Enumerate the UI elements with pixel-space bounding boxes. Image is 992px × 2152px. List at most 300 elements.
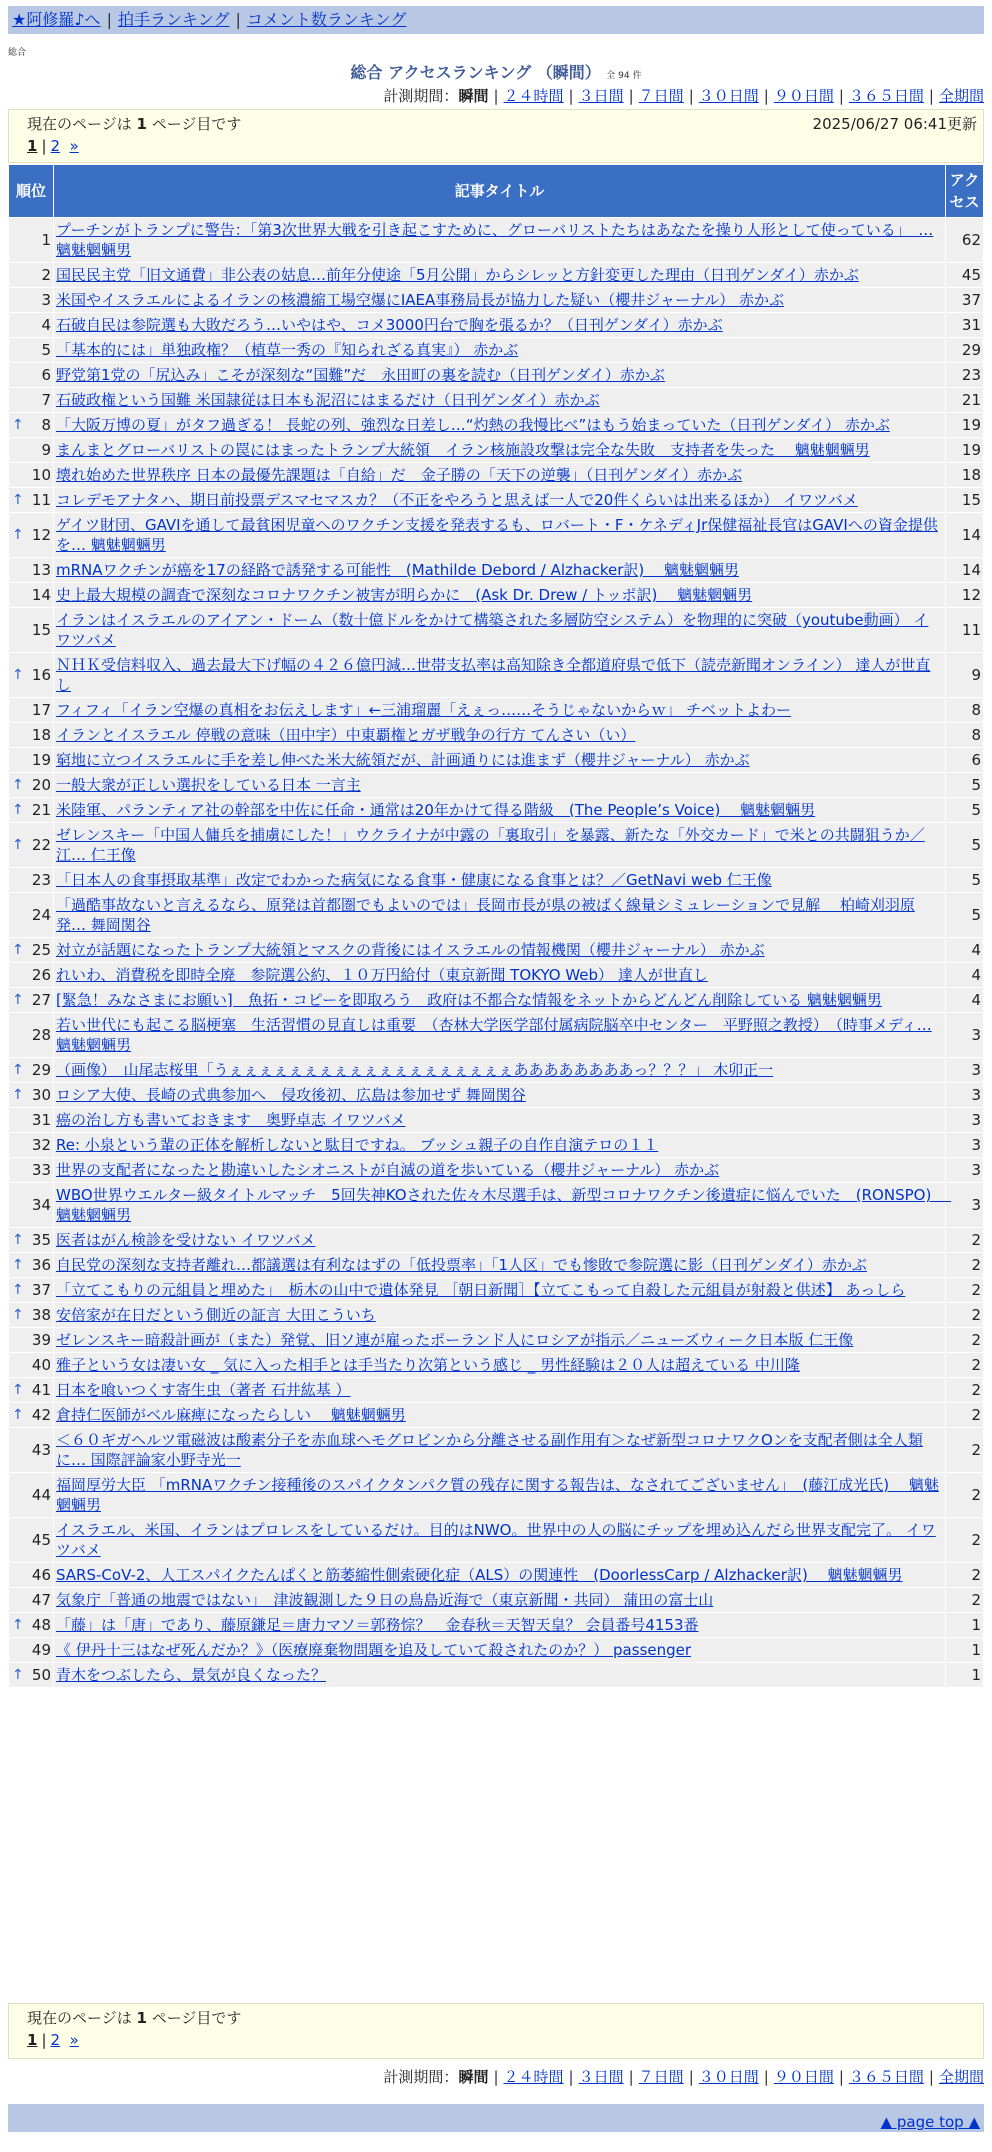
title-cell xyxy=(54,1473,945,1517)
article-link[interactable]: コレデモアナタハ、期日前投票デスマセマスカ？（不正をやろうと思えば一人で20件くらいは出来るほか） イワツバメ xyxy=(56,491,858,509)
period-option[interactable]: ９０日間 xyxy=(773,87,834,105)
table-row xyxy=(9,1328,983,1352)
access-count: 29 xyxy=(946,338,983,362)
article-link[interactable]: 若い世代にも起こる脳梗塞 生活習慣の見直しは重要 （杏林大学医学部付属病院脳卒中センター 平野照之教授） （時事メディ… 魑魅魍魎男 xyxy=(56,1016,932,1054)
table-row xyxy=(9,1183,983,1227)
table-row xyxy=(9,218,983,262)
clap-ranking-link[interactable]: 拍手ランキング xyxy=(117,10,230,29)
title-cell xyxy=(54,868,945,892)
article-link[interactable]: 「立てこもりの元組員と埋めた」 栃木の山中で遺体発見 ［朝日新聞］【立てこもって自殺した元組員が射殺と供述】 あっしら xyxy=(56,1281,906,1299)
rank-number: 48 xyxy=(31,1616,51,1634)
table-row xyxy=(9,363,983,387)
rank-cell xyxy=(9,463,53,487)
pager xyxy=(27,137,79,155)
rank-number: 36 xyxy=(31,1256,51,1274)
title-cell xyxy=(54,1303,945,1327)
table-row xyxy=(9,313,983,337)
rank-cell xyxy=(9,1108,53,1132)
rank-cell xyxy=(9,723,53,747)
nav-separator: | xyxy=(235,10,241,29)
article-link[interactable]: 窮地に立つイスラエルに手を差し伸べた米大統領だが、計画通りには進まず（櫻井ジャーナル） 赤かぶ xyxy=(56,751,750,769)
period-option[interactable]: ９０日間 xyxy=(773,2068,834,2086)
period-label: 計測期間： xyxy=(383,2068,459,2086)
article-link[interactable]: SARS-CoV-2、人工スパイクたんぱくと筋萎縮性側索硬化症（ALS）の関連性 (DoorlessCarp / Alzhacker訳) 魑魅魍魎男 xyxy=(56,1566,903,1584)
rank-cell xyxy=(9,893,53,937)
rank-cell xyxy=(9,798,53,822)
rank-cell xyxy=(9,263,53,287)
rank-cell xyxy=(9,1403,53,1427)
article-link[interactable]: ゼレンスキー暗殺計画が（また）発覚、旧ソ連が雇ったポーランド人にロシアが指示／ニューズウィーク日本版 仁王像 xyxy=(56,1331,854,1349)
rank-number: 24 xyxy=(31,906,51,924)
period-option[interactable]: ３６５日間 xyxy=(848,87,924,105)
page-info-number: 1 xyxy=(136,115,147,133)
access-count: 6 xyxy=(946,748,983,772)
rank-number: 33 xyxy=(31,1161,51,1179)
article-link[interactable]: ゲイツ財団、GAVIを通して最貧困児童へのワクチン支援を発表するも、ロバート・F・ケネディJr保健福祉長官はGAVIへの資金提供を… 魑魅魍魎男 xyxy=(56,516,938,554)
table-row xyxy=(9,1403,983,1427)
rank-number: 10 xyxy=(31,466,51,484)
rank-cell xyxy=(9,1303,53,1327)
article-link[interactable]: 「大阪万博の夏」がタフ過ぎる！ 長蛇の列、強烈な日差し…“灼熱の我慢比べ”はもう始まっていた（日刊ゲンダイ） 赤かぶ xyxy=(56,416,890,434)
access-count: 3 xyxy=(946,1083,983,1107)
rank-number: 45 xyxy=(31,1531,51,1549)
rank-cell xyxy=(9,363,53,387)
access-count: 5 xyxy=(946,798,983,822)
article-link[interactable]: 石破自民は参院選も大敗だろう…いやはや、コメ3000円台で胸を張るか？（日刊ゲンダイ）赤かぶ xyxy=(56,316,723,334)
access-count: 2 xyxy=(946,1473,983,1517)
rank-number: 34 xyxy=(31,1196,51,1214)
rank-number: 44 xyxy=(31,1486,51,1504)
rank-number: 40 xyxy=(31,1356,51,1374)
access-count: 18 xyxy=(946,463,983,487)
table-row xyxy=(9,938,983,962)
rank-number: 9 xyxy=(41,441,51,459)
rank-cell xyxy=(9,1588,53,1612)
table-row xyxy=(9,1638,983,1662)
access-count: 2 xyxy=(946,1253,983,1277)
access-count: 8 xyxy=(946,698,983,722)
article-link[interactable]: （画像） 山尾志桜里「うぇぇぇぇぇぇぇぇぇぇぇぇぇぇぇぇぇぇぇああああああああっ？？？」 木卯正一 xyxy=(56,1061,774,1079)
article-link[interactable]: イランはイスラエルのアイアン・ドーム（数十億ドルをかけて構築された多層防空システム）を物理的に突破（youtube動画） イワツバメ xyxy=(56,611,929,649)
pager-next[interactable]: » xyxy=(69,2031,79,2049)
table-row xyxy=(9,1588,983,1612)
title-cell xyxy=(54,723,945,747)
access-count: 2 xyxy=(946,1518,983,1562)
period-separator: | xyxy=(493,87,499,105)
period-option[interactable]: ７日間 xyxy=(638,87,684,105)
article-link[interactable]: 《 伊丹十三はなぜ死んだか？》（医療廃棄物問題を追及していて殺されたのか？） passenger xyxy=(56,1641,692,1659)
period-separator: | xyxy=(928,87,934,105)
rank-number: 4 xyxy=(41,316,51,334)
table-header-row xyxy=(9,165,983,217)
title-cell xyxy=(54,1518,945,1562)
title-cell xyxy=(54,1638,945,1662)
access-count: 62 xyxy=(946,218,983,262)
table-row xyxy=(9,773,983,797)
rank-number: 5 xyxy=(41,341,51,359)
pager-separator: | xyxy=(41,2031,47,2049)
title-cell xyxy=(54,698,945,722)
up-arrow-icon: ↑ xyxy=(12,802,24,818)
rank-number: 6 xyxy=(41,366,51,384)
article-link[interactable]: ロシア大使、長崎の式典参加へ 侵攻後初、広島は参加せず 舞岡関谷 xyxy=(56,1086,526,1104)
nav-separator: | xyxy=(106,10,112,29)
article-link[interactable]: Re: 小泉という輩の正体を解析しないと駄目ですね。 ブッシュ親子の自作自演テロの１１ xyxy=(56,1136,659,1154)
article-link[interactable]: 雅子という女は凄い女 _ 気に入った相手とは手当たり次第という感じ _ 男性経験は２０人は超えている 中川隆 xyxy=(56,1356,800,1374)
title-cell xyxy=(54,653,945,697)
rank-cell xyxy=(9,1013,53,1057)
access-count: 3 xyxy=(946,1108,983,1132)
access-count: 2 xyxy=(946,1328,983,1352)
table-row xyxy=(9,1613,983,1637)
period-option[interactable]: ２４時間 xyxy=(503,2068,564,2086)
access-count: 2 xyxy=(946,1353,983,1377)
period-separator: | xyxy=(928,2068,934,2086)
article-link[interactable]: プーチンがトランプに警告：「第3次世界大戦を引き起こすために、グローバリストたちはあなたを操り人形として使っている」 … 魑魅魍魎男 xyxy=(56,221,934,259)
title-cell xyxy=(54,263,945,287)
article-link[interactable]: 「過酷事故ないと言えるなら、原発は首都圏でもよいのでは」長岡市長が県の被ばく線量シミュレーションで見解 柏崎刈羽原発… 舞岡関谷 xyxy=(56,896,915,934)
table-row xyxy=(9,413,983,437)
period-separator: | xyxy=(838,87,844,105)
access-count: 4 xyxy=(946,988,983,1012)
article-link[interactable]: イスラエル、米国、イランはプロレスをしているだけ。目的はNWO。世界中の人の脳にチップを埋め込んだら世界支配完了。 イワツバメ xyxy=(56,1521,936,1559)
access-count: 5 xyxy=(946,868,983,892)
period-option[interactable]: ３日間 xyxy=(578,2068,624,2086)
article-link[interactable]: 対立が話題になったトランプ大統領とマスクの背後にはイスラエルの情報機関（櫻井ジャーナル） 赤かぶ xyxy=(56,941,765,959)
title-cell xyxy=(54,1378,945,1402)
table-row xyxy=(9,798,983,822)
ranking-table xyxy=(8,164,984,1688)
rank-number: 47 xyxy=(31,1591,51,1609)
rank-cell xyxy=(9,413,53,437)
table-row xyxy=(9,288,983,312)
article-link[interactable]: 国民民主党「旧文通費」非公表の姑息…前年分使途「5月公開」からシレッと方針変更した理由（日刊ゲンダイ）赤かぶ xyxy=(56,266,859,284)
access-count: 1 xyxy=(946,1663,983,1687)
article-link[interactable]: フィフィ「イラン空爆の真相をお伝えします」←三浦瑠麗「えぇっ……そうじゃないからｗ」 チベットよわー xyxy=(56,701,791,719)
page-info-prefix: 現在のページは xyxy=(27,115,132,133)
article-link[interactable]: 史上最大規模の調査で深刻なコロナワクチン被害が明らかに (Ask Dr. Drew / トッポ訳) 魑魅魍魎男 xyxy=(56,586,753,604)
title-cell xyxy=(54,963,945,987)
rank-cell xyxy=(9,938,53,962)
period-option[interactable]: ３日間 xyxy=(578,87,624,105)
title-cell xyxy=(54,1663,945,1687)
period-current: 瞬間 xyxy=(458,2068,489,2086)
access-count: 19 xyxy=(946,438,983,462)
article-link[interactable]: 癌の治し方も書いておきます 奥野卓志 イワツバメ xyxy=(56,1111,406,1129)
rank-cell xyxy=(9,988,53,1012)
table-row xyxy=(9,1108,983,1132)
rank-number: 17 xyxy=(31,701,51,719)
table-row xyxy=(9,698,983,722)
title-cell xyxy=(54,1083,945,1107)
access-header: アクセス xyxy=(946,165,983,217)
access-count: 45 xyxy=(946,263,983,287)
pager-current: 1 xyxy=(27,137,38,155)
up-arrow-icon: ↑ xyxy=(12,1617,24,1633)
article-link[interactable]: 世界の支配者になったと勘違いしたシオニストが自滅の道を歩いている（櫻井ジャーナル） 赤かぶ xyxy=(56,1161,720,1179)
period-option[interactable]: ３０日間 xyxy=(698,2068,759,2086)
up-arrow-icon: ↑ xyxy=(12,417,24,433)
rank-cell xyxy=(9,1183,53,1227)
rank-number: 32 xyxy=(31,1136,51,1154)
title-cell xyxy=(54,773,945,797)
up-arrow-icon: ↑ xyxy=(12,1407,24,1423)
rank-number: 38 xyxy=(31,1306,51,1324)
page-info-number: 1 xyxy=(136,2009,147,2027)
rank-number: 3 xyxy=(41,291,51,309)
period-selector-bottom xyxy=(383,2066,984,2087)
rank-cell xyxy=(9,313,53,337)
title-cell xyxy=(54,1133,945,1157)
article-link[interactable]: [緊急！みなさまにお願い] 魚拓・コピーを即取ろう 政府は不都合な情報をネットからどんどん削除している 魑魅魍魎男 xyxy=(56,991,882,1009)
rank-number: 31 xyxy=(31,1111,51,1129)
access-count: 4 xyxy=(946,963,983,987)
rank-number: 35 xyxy=(31,1231,51,1249)
rank-number: 12 xyxy=(31,526,51,544)
access-count: 21 xyxy=(946,388,983,412)
article-link[interactable]: 自民党の深刻な支持者離れ…都議選は有利なはずの「低投票率」「1人区」でも惨敗で参院選に影（日刊ゲンダイ）赤かぶ xyxy=(56,1256,867,1274)
rank-cell xyxy=(9,338,53,362)
access-count: 2 xyxy=(946,1588,983,1612)
title-cell xyxy=(54,1158,945,1182)
up-arrow-icon: ↑ xyxy=(12,1062,24,1078)
rank-number: 43 xyxy=(31,1441,51,1459)
rank-cell xyxy=(9,388,53,412)
rank-cell xyxy=(9,583,53,607)
rank-cell xyxy=(9,288,53,312)
article-link[interactable]: 米陸軍、パランティア社の幹部を中佐に任命・通常は20年かけて得る階級 (The People’s Voice) 魑魅魍魎男 xyxy=(56,801,816,819)
article-link[interactable]: 倉持仁医師がベル麻痺になったらしい 魑魅魍魎男 xyxy=(56,1406,406,1424)
table-row xyxy=(9,988,983,1012)
pager-next[interactable]: » xyxy=(69,137,79,155)
rank-cell xyxy=(9,773,53,797)
rank-cell xyxy=(9,608,53,652)
rank-number: 19 xyxy=(31,751,51,769)
title-cell xyxy=(54,1563,945,1587)
title-cell xyxy=(54,798,945,822)
pager-separator: | xyxy=(41,137,47,155)
title-cell xyxy=(54,1328,945,1352)
rank-cell xyxy=(9,868,53,892)
period-separator: | xyxy=(688,2068,694,2086)
up-arrow-icon: ↑ xyxy=(12,1382,24,1398)
bottom-bar xyxy=(8,2104,984,2132)
table-row xyxy=(9,723,983,747)
rank-cell xyxy=(9,1663,53,1687)
top-nav-bar xyxy=(8,6,984,34)
table-row xyxy=(9,463,983,487)
pager-page-2[interactable]: 2 xyxy=(50,137,61,155)
period-separator: | xyxy=(838,2068,844,2086)
title-cell xyxy=(54,313,945,337)
up-arrow-icon: ↑ xyxy=(12,1282,24,1298)
article-link[interactable]: まんまとグローバリストの罠にはまったトランプ大統領 イラン核施設攻撃は完全な失敗 支持者を失った 魑魅魍魎男 xyxy=(56,441,870,459)
title-cell xyxy=(54,1428,945,1472)
rank-cell xyxy=(9,1638,53,1662)
table-row xyxy=(9,1353,983,1377)
rank-cell xyxy=(9,1353,53,1377)
up-arrow-icon: ↑ xyxy=(12,1667,24,1683)
article-link[interactable]: 壊れ始めた世界秩序 日本の最優先課題は「自給」だ 金子勝の「天下の逆襲」（日刊ゲンダイ）赤かぶ xyxy=(56,466,743,484)
article-link[interactable]: 日本を喰いつくす寄生虫（著者 石井紘基 ） xyxy=(56,1381,351,1399)
article-link[interactable]: 医者はがん検診を受けない イワツバメ xyxy=(56,1231,316,1249)
article-link[interactable]: 石破政権という国難 米国隷従は日本も泥沼にはまるだけ（日刊ゲンダイ）赤かぶ xyxy=(56,391,600,409)
table-row xyxy=(9,868,983,892)
article-link[interactable]: 福岡厚労大臣 「mRNAワクチン接種後のスパイクタンパク質の残存に関する報告は、なされてございません」 (藤江成光氏) 魑魅魍魎男 xyxy=(56,1476,939,1514)
rank-number: 15 xyxy=(31,621,51,639)
table-row xyxy=(9,558,983,582)
article-link[interactable]: 野党第1党の「尻込み」こそが深刻な“国難”だ 永田町の裏を読む（日刊ゲンダイ）赤かぶ xyxy=(56,366,665,384)
period-current: 瞬間 xyxy=(458,87,489,105)
title-cell xyxy=(54,388,945,412)
access-count: 2 xyxy=(946,1563,983,1587)
access-count: 12 xyxy=(946,583,983,607)
title-cell xyxy=(54,558,945,582)
period-option[interactable]: ３０日間 xyxy=(698,87,759,105)
period-separator: | xyxy=(568,87,574,105)
rank-cell xyxy=(9,748,53,772)
article-link[interactable]: ＮＨＫ受信料収入、過去最大下げ幅の４２６億円減…世帯支払率は高知除き全都道府県で低下（読売新聞オンライン） 達人が世直し xyxy=(56,656,931,694)
article-link[interactable]: れいわ、消費税を即時全廃 参院選公約、１０万円給付（東京新聞 TOKYO Web） 達人が世直し xyxy=(56,966,708,984)
period-option[interactable]: ７日間 xyxy=(638,2068,684,2086)
title-cell xyxy=(54,1108,945,1132)
up-arrow-icon: ↑ xyxy=(12,777,24,793)
rank-number: 1 xyxy=(41,231,51,249)
rank-number: 16 xyxy=(31,666,51,684)
period-option[interactable]: ２４時間 xyxy=(503,87,564,105)
rank-number: 22 xyxy=(31,836,51,854)
rank-cell xyxy=(9,438,53,462)
rank-cell xyxy=(9,1083,53,1107)
article-link[interactable]: 青木をつぶしたら、景気が良くなった？ xyxy=(56,1666,327,1684)
title-cell xyxy=(54,288,945,312)
pager-page-2[interactable]: 2 xyxy=(50,2031,61,2049)
rank-number: 30 xyxy=(31,1086,51,1104)
period-separator: | xyxy=(568,2068,574,2086)
title-cell xyxy=(54,363,945,387)
title-cell xyxy=(54,1278,945,1302)
rank-cell xyxy=(9,1613,53,1637)
article-link[interactable]: ゼレンスキー「中国人傭兵を捕虜にした！」ウクライナが中露の「裏取引」を暴露、新たな「外交カード」で米との共闘狙うか／江… 仁王像 xyxy=(56,826,925,864)
access-count: 5 xyxy=(946,893,983,937)
access-count: 5 xyxy=(946,823,983,867)
title-header: 記事タイトル xyxy=(54,165,945,217)
page-info-prefix: 現在のページは xyxy=(27,2009,132,2027)
rank-cell xyxy=(9,1328,53,1352)
page-info-suffix: ページ目です xyxy=(151,2009,242,2027)
title-cell xyxy=(54,413,945,437)
article-link[interactable]: イランとイスラエル 停戦の意味（田中宇）中東覇権とガザ戦争の行方 てんさい（い） xyxy=(56,726,636,744)
rank-number: 2 xyxy=(41,266,51,284)
access-count: 23 xyxy=(946,363,983,387)
access-count: 2 xyxy=(946,1378,983,1402)
rank-cell xyxy=(9,698,53,722)
ranking-title-block xyxy=(0,60,992,83)
access-count: 3 xyxy=(946,1158,983,1182)
article-link[interactable]: 「藤」は「唐」であり、藤原鎌足＝唐力マソ＝郭務悰？ 金春秋＝天智天皇？ 会員番号4153番 xyxy=(56,1616,699,1634)
ranking-count: 全 94 件 xyxy=(606,71,642,81)
title-cell xyxy=(54,513,945,557)
rank-number: 25 xyxy=(31,941,51,959)
article-link[interactable]: 安倍家が在日だという側近の証言 大田こういち xyxy=(56,1306,376,1324)
title-cell xyxy=(54,1058,945,1082)
rank-number: 29 xyxy=(31,1061,51,1079)
access-count: 31 xyxy=(946,313,983,337)
rank-number: 11 xyxy=(31,491,51,509)
access-count: 37 xyxy=(946,288,983,312)
article-link[interactable]: 一般大衆が正しい選択をしている日本 一言主 xyxy=(56,776,361,794)
rank-header: 順位 xyxy=(9,165,53,217)
access-count: 11 xyxy=(946,608,983,652)
access-count: 2 xyxy=(946,1403,983,1427)
ranking-title: 総合 アクセスランキング （瞬間） xyxy=(350,63,601,82)
rank-number: 13 xyxy=(31,561,51,579)
table-row xyxy=(9,963,983,987)
article-link[interactable]: ＜６０ギガヘルツ電磁波は酸素分子を赤血球ヘモグロビンから分離させる副作用有＞なぜ新型コロナワクOンを支配者側は全人類に… 国際評論家小野寺光一 xyxy=(56,1431,923,1469)
table-row xyxy=(9,823,983,867)
access-count: 14 xyxy=(946,513,983,557)
table-row xyxy=(9,1278,983,1302)
page-info-suffix: ページ目です xyxy=(151,115,242,133)
article-link[interactable]: 「日本人の食事摂取基準」改定でわかった病気になる食事・健康になる食事とは？／GetNavi web 仁王像 xyxy=(56,871,772,889)
table-row xyxy=(9,893,983,937)
access-count: 5 xyxy=(946,773,983,797)
period-label: 計測期間： xyxy=(383,87,459,105)
rank-number: 8 xyxy=(41,416,51,434)
access-count: 1 xyxy=(946,1613,983,1637)
article-link[interactable]: WBO世界ウエルター級タイトルマッチ 5回失神KOされた佐々木尽選手は、新型コロナワクチン後遺症に悩んでいた (RONSPO) 魑魅魍魎男 xyxy=(56,1186,952,1224)
table-row xyxy=(9,1083,983,1107)
title-cell xyxy=(54,1588,945,1612)
page-top-link[interactable]: ▲ page top ▲ xyxy=(880,2113,980,2131)
period-option[interactable]: ３６５日間 xyxy=(848,2068,924,2086)
table-row xyxy=(9,1663,983,1687)
rank-number: 21 xyxy=(31,801,51,819)
comment-ranking-link[interactable]: コメント数ランキング xyxy=(246,10,407,29)
period-separator: | xyxy=(763,87,769,105)
article-link[interactable]: 気象庁「普通の地震ではない」 津波観測した９日の鳥島近海で（東京新聞・共同） 蒲田の富士山 xyxy=(56,1591,714,1609)
title-cell xyxy=(54,438,945,462)
rank-cell xyxy=(9,1473,53,1517)
pager xyxy=(27,2031,79,2049)
table-row xyxy=(9,1378,983,1402)
table-row xyxy=(9,1228,983,1252)
rank-number: 46 xyxy=(31,1566,51,1584)
article-link[interactable]: mRNAワクチンが癌を17の経路で誘発する可能性 (Mathilde Debord / Alzhacker訳) 魑魅魍魎男 xyxy=(56,561,739,579)
up-arrow-icon: ↑ xyxy=(12,1307,24,1323)
rank-cell xyxy=(9,1428,53,1472)
period-option[interactable]: 全期間 xyxy=(938,87,984,105)
up-arrow-icon: ↑ xyxy=(12,1087,24,1103)
table-row xyxy=(9,388,983,412)
rank-number: 14 xyxy=(31,586,51,604)
article-link[interactable]: 「基本的には」単独政権？（植草一秀の『知られざる真実』） 赤かぶ xyxy=(56,341,519,359)
rank-number: 41 xyxy=(31,1381,51,1399)
access-count: 2 xyxy=(946,1228,983,1252)
up-arrow-icon: ↑ xyxy=(12,1257,24,1273)
period-separator: | xyxy=(493,2068,499,2086)
rank-number: 49 xyxy=(31,1641,51,1659)
access-count: 8 xyxy=(946,723,983,747)
period-separator: | xyxy=(688,87,694,105)
period-option[interactable]: 全期間 xyxy=(938,2068,984,2086)
title-cell xyxy=(54,893,945,937)
rank-cell xyxy=(9,823,53,867)
article-link[interactable]: 米国やイスラエルによるイランの核濃縮工場空爆にIAEA事務局長が協力した疑い（櫻井ジャーナル） 赤かぶ xyxy=(56,291,784,309)
home-link[interactable]: ★阿修羅♪へ xyxy=(12,10,101,29)
up-arrow-icon: ↑ xyxy=(12,1232,24,1248)
up-arrow-icon: ↑ xyxy=(12,837,24,853)
